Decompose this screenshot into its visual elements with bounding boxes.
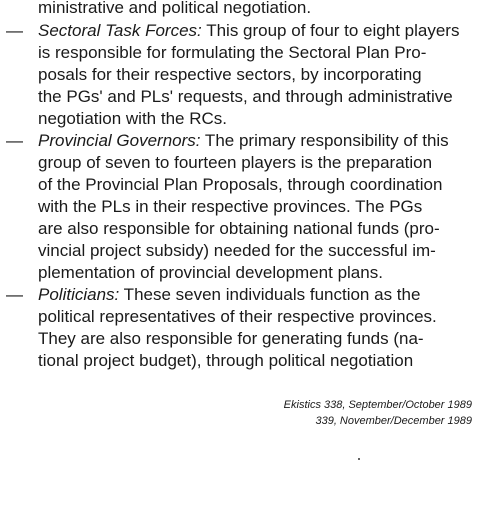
citation-line-1: Ekistics 338, September/October 1989 <box>283 399 472 411</box>
text-line: the PGs' and PLs' requests, and through administrative <box>38 87 453 106</box>
text-line: tional project budget), through political negotiation <box>38 351 414 370</box>
list-dash: — <box>6 131 23 150</box>
text-line: political representatives of their respective provinces. <box>38 307 437 326</box>
text-line: They are also responsible for generating funds (na- <box>38 329 424 348</box>
text-line: group of seven to fourteen players is the preparation <box>38 153 433 172</box>
text-line: vincial project subsidy) needed for the successful im- <box>38 241 436 260</box>
list-dash: — <box>6 21 23 40</box>
text-line: ministrative and political negotiation. <box>38 0 312 17</box>
text-span: This group of four to eight players <box>201 21 460 40</box>
list-dash: — <box>6 285 23 304</box>
text-line: is responsible for formulating the Sectoral Plan Pro- <box>38 43 427 62</box>
list-term: Politicians: <box>38 285 120 304</box>
list-item-lead-line <box>6 130 449 152</box>
text-line: with the PLs in their respective provinces. The PGs <box>38 197 423 216</box>
list-term: Provincial Governors: <box>38 131 201 150</box>
list-item-lead-line <box>6 20 459 42</box>
text-line: are also responsible for obtaining national funds (pro- <box>38 219 440 238</box>
text-line: posals for their respective sectors, by incorporating <box>38 65 422 84</box>
text-line: plementation of provincial development plans. <box>38 263 383 282</box>
text-span: The primary responsibility of this <box>200 131 449 150</box>
citation-line-2: 339, November/December 1989 <box>315 415 472 427</box>
list-term: Sectoral Task Forces: <box>38 21 202 40</box>
ink-speck <box>358 458 360 460</box>
text-span: These seven individuals function as the <box>119 285 421 304</box>
text-line: of the Provincial Plan Proposals, through coordination <box>38 175 443 194</box>
text-line: negotiation with the RCs. <box>38 109 227 128</box>
list-item-lead-line <box>6 284 420 306</box>
